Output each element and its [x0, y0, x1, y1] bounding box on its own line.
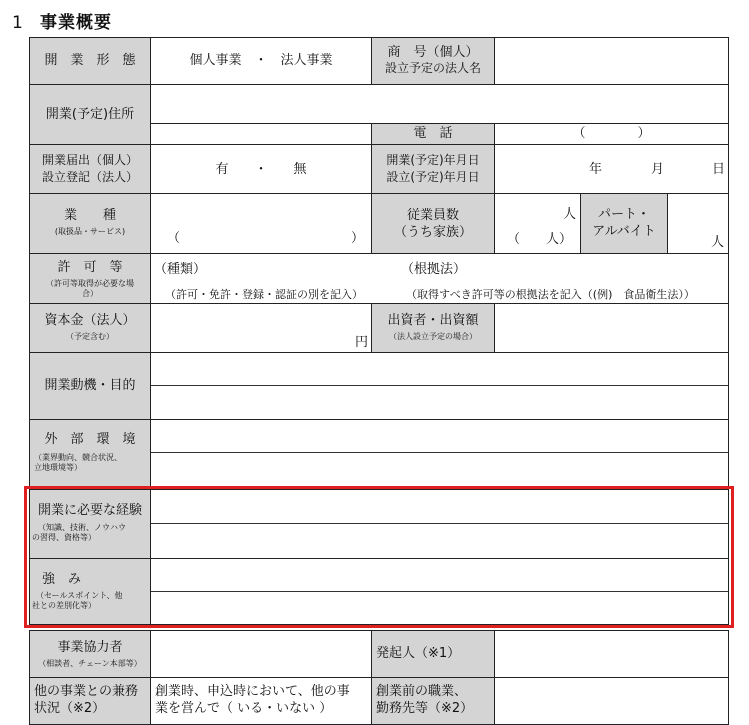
denwa-input[interactable] — [494, 123, 729, 145]
zenshoku-label-line2: 勤務先等（※2） — [376, 701, 474, 716]
keiken-label-sub2: の習得、資格等） — [32, 533, 96, 542]
jugyoin-unit-text: 人 — [563, 207, 577, 222]
kaigyo-keitai-label-text: 開 業 形 態 — [44, 53, 136, 68]
kengyo-value-line2: 業を営んで（ いる・いない ） — [155, 701, 333, 716]
shogo-label-line2: 設立予定の法人名 — [384, 61, 481, 75]
kyoka-label-sub1: （許可等取得が必要な場 — [46, 279, 134, 288]
nengappi-input[interactable] — [494, 144, 729, 194]
gaibu-input[interactable] — [150, 419, 729, 487]
todokede-label-line2: 設立登記（法人） — [41, 170, 138, 184]
kaigyo-keitai-value[interactable] — [150, 37, 372, 85]
gaibu-label-sub2: 立地環境等） — [34, 463, 82, 472]
tsuyomi-rule — [151, 591, 728, 592]
hokkinin-label-text: 発起人（※1） — [376, 646, 461, 661]
kaigyo-keitai-value-text: 個人事業 ・ 法人事業 — [189, 53, 333, 68]
jugyoin-label — [371, 193, 495, 254]
kaigyo-keitai-label — [29, 37, 151, 85]
denwa-label-text: 電 話 — [413, 126, 453, 141]
todokede-value-text: 有 ・ 無 — [215, 162, 307, 177]
jusho-input-extension[interactable] — [150, 123, 372, 145]
gyoshu-label-text: 業 種 — [63, 208, 116, 223]
gyoshu-input[interactable] — [150, 193, 372, 254]
todokede-label-line1: 開業届出（個人） — [41, 153, 138, 167]
nengappi-label-line1: 開業(予定)年月日 — [386, 153, 480, 167]
gaibu-rule — [151, 452, 728, 453]
tsuyomi-label-sub1: （セールスポイント、他 — [36, 591, 123, 600]
keiken-rule — [151, 523, 728, 524]
shogo-label-line1: 商 号（個人） — [387, 45, 479, 60]
doki-rule — [151, 385, 728, 386]
gaibu-label — [29, 419, 151, 487]
section-title-text: 事業概要 — [40, 13, 112, 33]
kyoka-konkyo-note: （取得すべき許可等の根拠法を記入（(例) 食品衛生法）） — [406, 288, 695, 301]
zenshoku-input[interactable] — [494, 677, 729, 725]
jugyoin-label-line2: （うち家族） — [393, 225, 472, 240]
denwa-value-text: （ ） — [572, 126, 651, 141]
keiken-label-text: 開業に必要な経験 — [38, 503, 143, 518]
kyoryoku-label-sub: （相談者、チェーン本部等） — [38, 659, 142, 668]
hokkinin-input[interactable] — [494, 630, 729, 678]
kengyo-label — [29, 677, 151, 725]
kyoka-shurui-note: （許可・免許・登録・認証の別を記入） — [165, 288, 363, 301]
shihonkin-label — [29, 303, 151, 353]
kyoryoku-input[interactable] — [150, 630, 372, 678]
kyoryoku-label-text: 事業協力者 — [57, 640, 123, 655]
tsuyomi-label-sub2: 社との差別化等） — [32, 601, 96, 610]
denwa-label — [371, 123, 495, 145]
keiken-label — [29, 489, 151, 559]
nengappi-month-text: 月 — [651, 162, 665, 177]
shihonkin-label-text: 資本金（法人） — [44, 313, 136, 328]
tsuyomi-label-text: 強 み — [42, 572, 82, 587]
shussisha-label-text: 出資者・出資額 — [387, 313, 479, 328]
jugyoin-family-text: （ 人） — [507, 232, 573, 247]
kyoryoku-label — [29, 630, 151, 678]
gyoshu-close-paren: ） — [351, 231, 365, 246]
doki-label-text: 開業動機・目的 — [44, 378, 136, 393]
gaibu-label-sub1: （業界動向、競合状況、 — [34, 453, 122, 462]
doki-label — [29, 352, 151, 420]
hokkinin-label — [371, 630, 495, 678]
kengyo-label-line1: 他の事業との兼務 — [34, 684, 139, 699]
shihonkin-label-sub: （予定含む） — [66, 332, 114, 341]
part-unit-text: 人 — [711, 235, 725, 250]
zenshoku-label-line1: 創業前の職業、 — [376, 684, 468, 699]
shussisha-label — [371, 303, 495, 353]
todokede-value[interactable] — [150, 144, 372, 194]
part-label — [580, 193, 668, 254]
kengyo-value-line1: 創業時、申込時において、他の事 — [155, 684, 350, 699]
kengyo-value[interactable] — [150, 677, 372, 725]
jusho-label-text: 開業(予定)住所 — [45, 107, 135, 122]
doki-input[interactable] — [150, 352, 729, 420]
tsuyomi-label — [29, 558, 151, 625]
kyoka-label-sub2: 合） — [82, 289, 98, 298]
kyoka-konkyo-text: （根拠法） — [401, 262, 467, 277]
shogo-label — [371, 37, 495, 85]
kyoka-label — [29, 253, 151, 304]
jugyoin-label-line1: 従業員数 — [406, 208, 459, 223]
kengyo-label-line2: 状況（※2） — [34, 701, 106, 716]
jusho-input[interactable] — [150, 84, 729, 124]
gaibu-label-text: 外 部 環 境 — [44, 432, 136, 447]
zenshoku-label — [371, 677, 495, 725]
shussisha-input[interactable] — [494, 303, 729, 353]
part-label-line2: アルバイト — [592, 224, 656, 239]
nengappi-label-line2: 設立(予定)年月日 — [386, 170, 480, 184]
nengappi-label — [371, 144, 495, 194]
nengappi-year-text: 年 — [589, 162, 603, 177]
keiken-label-sub1: （知識、技術、ノウハウ — [38, 523, 126, 532]
gyoshu-label — [29, 193, 151, 254]
nengappi-day-text: 日 — [712, 162, 726, 177]
todokede-label — [29, 144, 151, 194]
shihonkin-input[interactable] — [150, 303, 372, 353]
tsuyomi-input[interactable] — [150, 558, 729, 625]
part-input[interactable] — [667, 193, 729, 254]
shussisha-label-sub: （法人設立予定の場合） — [389, 332, 477, 341]
keiken-input[interactable] — [150, 489, 729, 559]
gyoshu-open-paren: （ — [167, 231, 181, 246]
kyoka-input[interactable] — [150, 253, 729, 304]
section-title — [12, 8, 112, 33]
part-label-line1: パート・ — [597, 207, 650, 222]
shihonkin-unit-text: 円 — [355, 335, 369, 350]
jugyoin-input[interactable] — [494, 193, 581, 254]
kyoka-label-text: 許 可 等 — [57, 260, 123, 275]
shogo-input[interactable] — [494, 37, 729, 85]
section-number: 1 — [12, 13, 24, 33]
jusho-label — [29, 84, 151, 145]
gyoshu-label-sub: (取扱品・サービス) — [54, 227, 126, 236]
kyoka-shurui-text: （種類） — [154, 262, 207, 277]
